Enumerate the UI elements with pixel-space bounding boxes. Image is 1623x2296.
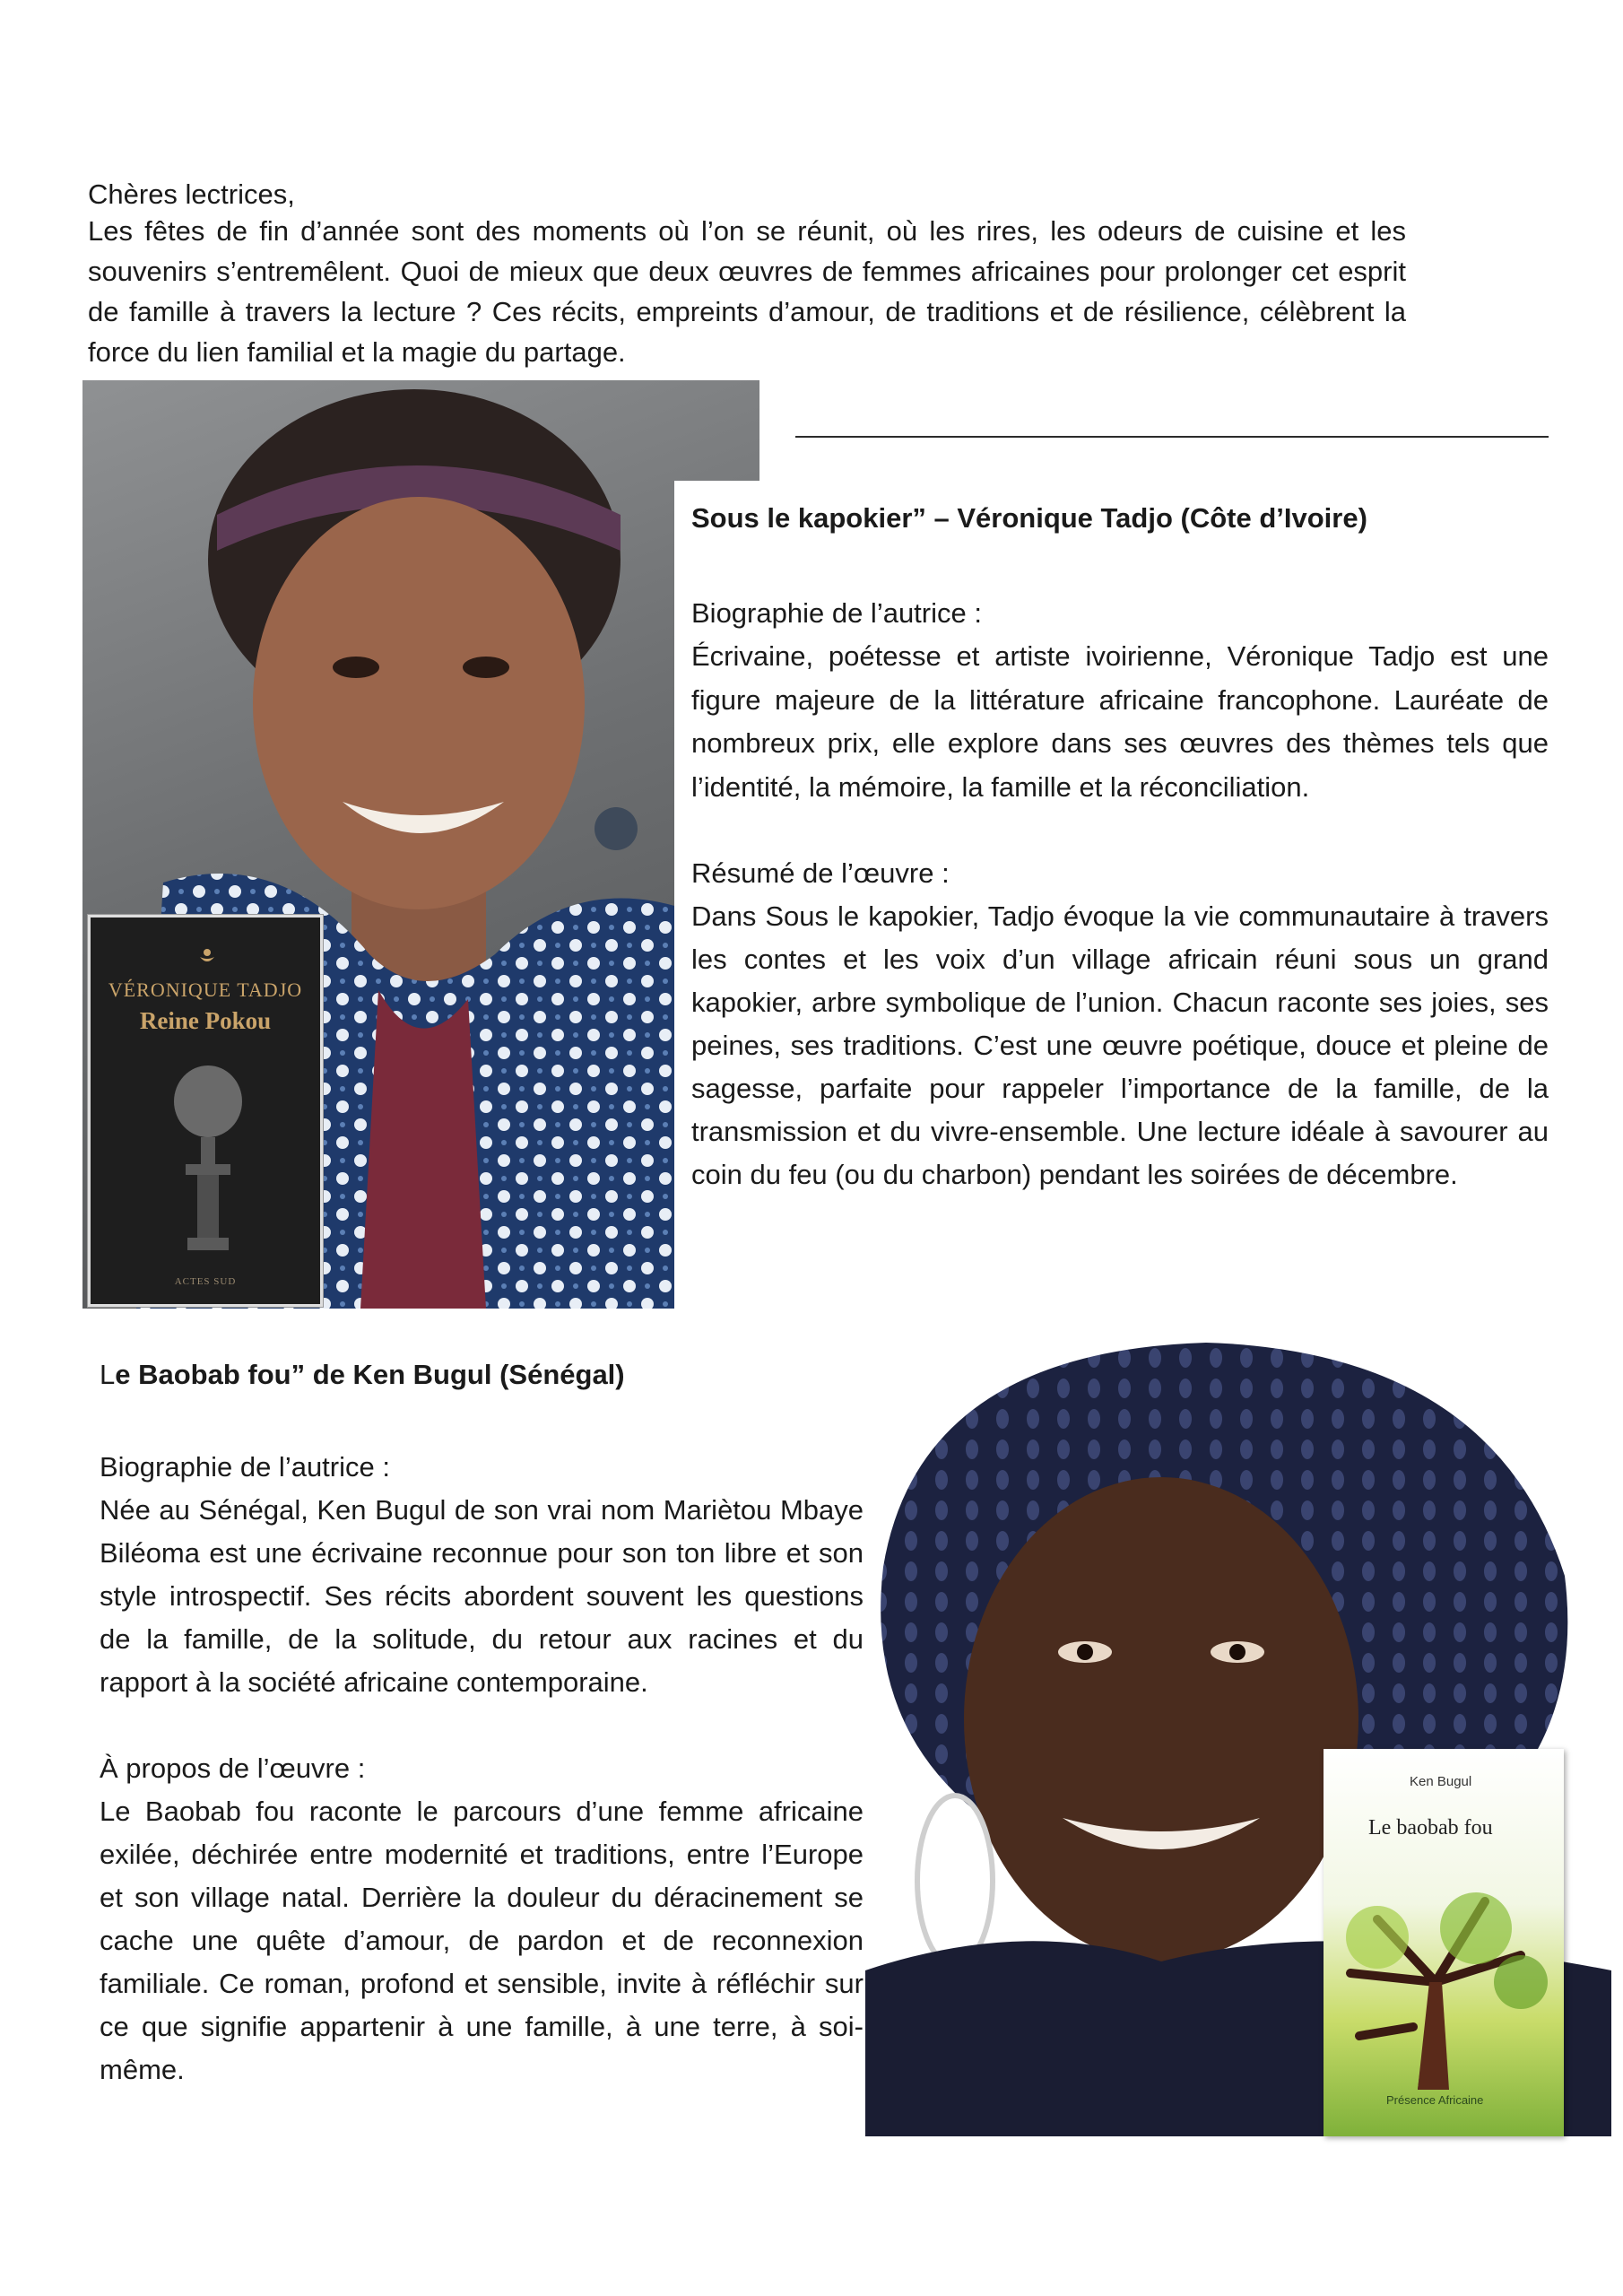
about-text: Le Baobab fou raconte le parcours d’une femme africaine exilée, déchirée entre modernité et traditions, entre l’Europe et son village natal. Derrière la douleur du déracinement se cache une quête d’amour, de pardon et de reconnexion familiale. Ce roman, profond et sensible, invite à réfléchir sur ce que signifie appartenir à une famille, à une terre, à soi-même. [100, 1796, 864, 2085]
salutation: Chères lectrices, [88, 178, 295, 210]
emblem-icon [196, 944, 218, 966]
section2-title-bold: e Baobab fou” de Ken Bugul (Sénégal) [115, 1359, 625, 1390]
bio-heading: Biographie de l’autrice : [691, 597, 982, 629]
book-publisher: Présence Africaine [1386, 2093, 1484, 2107]
section1-title: Sous le kapokier” – Véronique Tadjo (Côte d’Ivoire) [691, 502, 1367, 534]
book-publisher: ACTES SUD [174, 1276, 237, 1287]
summary-text: Dans Sous le kapokier, Tadjo évoque la vie communautaire à travers les contes et les voix d’un village africain réuni sous un grand kapokier, arbre symbolique de l’union. Chacun raconte ses joies, ses peines, ses traditions. C’est une œuvre poétique, douce et pleine de sagesse, parfaite pour rappeler l’importance de la famille, de la transmission et du vivre-ensemble. Une lecture idéale à savourer au coin du feu (ou du charbon) pendant les soirées de décembre. [691, 900, 1549, 1190]
bio-text: Écrivaine, poétesse et artiste ivoirienne, Véronique Tadjo est une figure majeure de la littérature africaine francophone. Lauréate de nombreux prix, elle explore dans ses œuvres des thèmes tels que l’identité, la mémoire, la famille et la réconciliation. [691, 640, 1549, 803]
book-cover-le-baobab-fou [1324, 1749, 1564, 2136]
bio-heading: Biographie de l’autrice : [100, 1451, 390, 1483]
section2-title-prefix: L [100, 1359, 116, 1390]
section1-body [691, 592, 1549, 1196]
book-title: Reine Pokou [139, 1007, 272, 1034]
section2-title [100, 1359, 625, 1391]
summary-heading: Résumé de l’œuvre : [691, 857, 950, 889]
intro-paragraph: Les fêtes de fin d’année sont des moments où l’on se réunit, où les rires, les odeurs de cuisine et les souvenirs s’entremêlent. Quoi de mieux que deux œuvres de femmes africaines pour prolonger cet esprit de famille à travers la lecture ? Ces récits, empreints d’amour, de traditions et de résilience, célèbrent la force du lien familial et la magie du partage. [88, 215, 1406, 368]
section2-body [100, 1446, 864, 2092]
section-divider [795, 436, 1549, 438]
book-author: Ken Bugul [1410, 1774, 1472, 1789]
bio-text: Née au Sénégal, Ken Bugul de son vrai nom Mariètou Mbaye Biléoma est une écrivaine reconnue pour son ton libre et son style introspectif. Ses récits abordent souvent les questions de la famille, de la solitude, du retour aux racines et du rapport à la société africaine contemporaine. [100, 1494, 864, 1698]
book-cover-reine-pokou [88, 915, 323, 1307]
book-title: Le baobab fou [1368, 1816, 1493, 1839]
book-author: VÉRONIQUE TADJO [108, 978, 303, 1001]
baobab-tree-icon [1324, 1848, 1564, 2090]
statuette-icon [168, 1061, 248, 1258]
about-heading: À propos de l’œuvre : [100, 1752, 366, 1784]
